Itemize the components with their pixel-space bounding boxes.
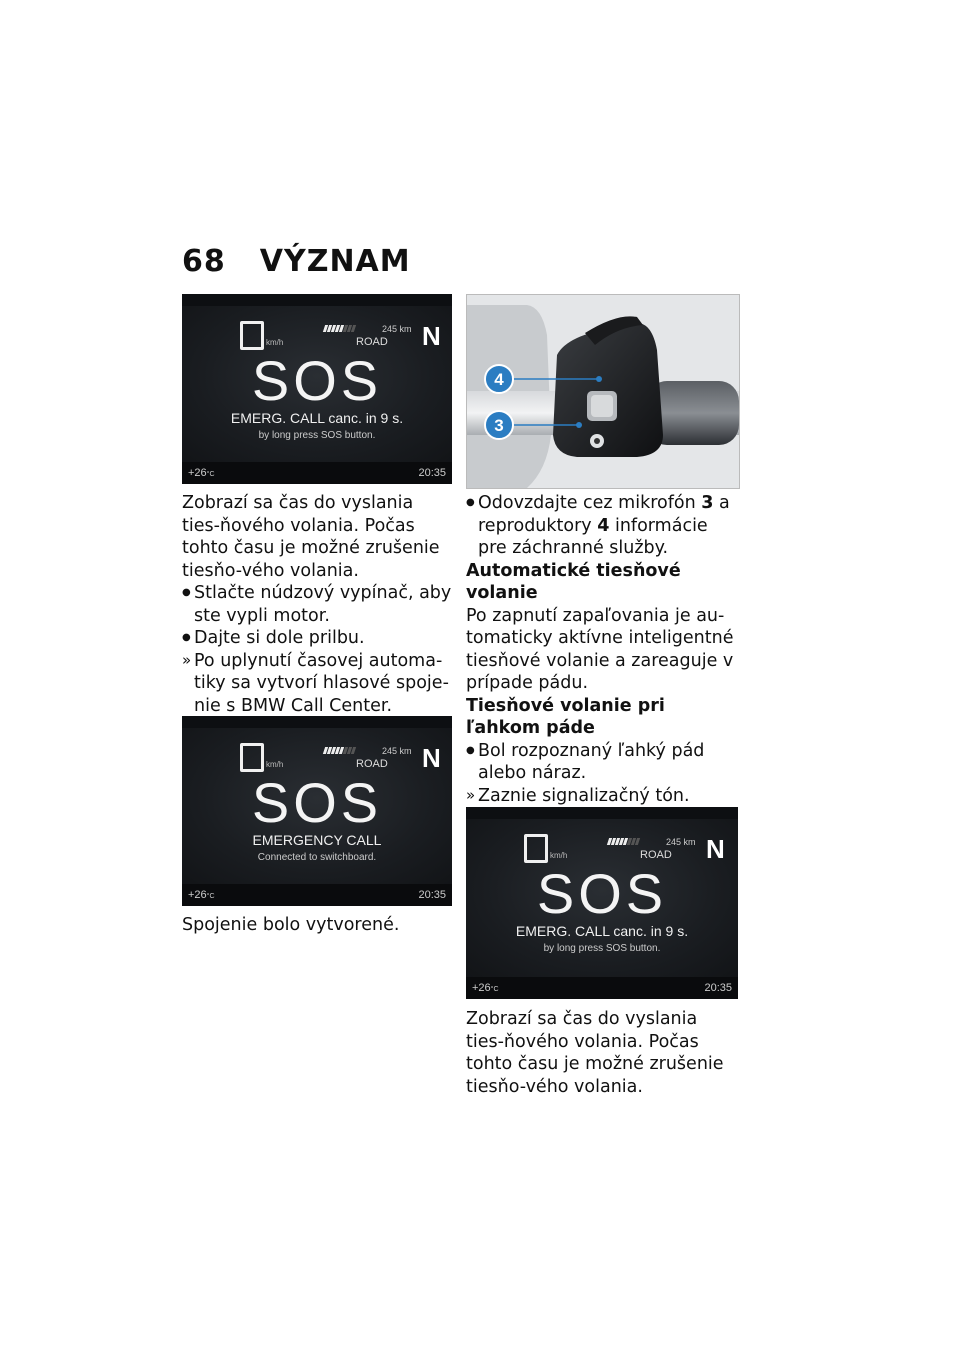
temperature: +26°C: [188, 467, 215, 479]
sos-hint: by long press SOS button.: [543, 943, 661, 954]
sos-hint: by long press SOS button.: [258, 430, 376, 441]
caption: Spojenie bolo vytvorené.: [182, 915, 400, 935]
section-heading: Tiesňové volanie pri ľahkom páde: [466, 695, 665, 738]
bullet-item: ● Dajte si dole prilbu.: [182, 627, 452, 650]
fuel-gauge-icon: [324, 747, 355, 754]
temperature: +26°C: [188, 889, 215, 901]
right-column-text-1: [466, 492, 736, 807]
handlebar-illustration: [467, 295, 739, 488]
sos-title: SOS: [251, 771, 383, 834]
dashboard-screen-countdown-2: [466, 807, 738, 999]
speed-digit-icon: [240, 321, 264, 350]
fuel-gauge-icon: [324, 325, 355, 332]
speed-unit: km/h: [266, 338, 284, 347]
sos-hint: Connected to switchboard.: [257, 852, 377, 863]
paragraph: Po zapnutí zapaľovania je au-tomaticky aktívne inteligentné tiesňové volanie a zareaguje v prípade pádu.: [466, 605, 734, 693]
speed-unit: km/h: [266, 760, 284, 769]
range-value: 245 km: [382, 746, 412, 756]
result-item: » Po uplynutí časovej automa-tiky sa vytvorí hlasové spoje-nie s BMW Call Center.: [182, 650, 452, 718]
bullet-item: ● Odovzdajte cez mikrofón 3 a reproduktory 4 informácie pre záchranné služby.: [466, 492, 736, 560]
clock: 20:35: [704, 982, 732, 994]
paragraph: Zobrazí sa čas do vyslania ties-ňového volania. Počas tohto času je možné zrušenie tiesňo-vého volania.: [182, 493, 440, 581]
speed-digit-icon: [240, 743, 264, 772]
callout-4-label: 4: [494, 370, 504, 389]
ride-mode: ROAD: [356, 758, 388, 770]
sos-title: SOS: [251, 349, 383, 412]
ride-mode: ROAD: [356, 336, 388, 348]
speed-unit: km/h: [550, 851, 568, 860]
callout-3-label: 3: [494, 416, 504, 435]
chapter-title: VÝZNAM: [259, 244, 411, 279]
clock: 20:35: [418, 467, 446, 479]
bullet-item: ● Bol rozpoznaný ľahký pád alebo náraz.: [466, 740, 736, 785]
gear-indicator: N: [706, 834, 725, 864]
sos-message: EMERG. CALL canc. in 9 s.: [230, 410, 404, 426]
temperature: +26°C: [472, 982, 499, 994]
range-value: 245 km: [382, 324, 412, 334]
range-value: 245 km: [666, 837, 696, 847]
sos-message: EMERG. CALL canc. in 9 s.: [515, 923, 689, 939]
section-heading: Automatické tiesňové volanie: [466, 560, 681, 603]
bullet-item: ● Stlačte núdzový vypínač, aby ste vypli motor.: [182, 582, 452, 627]
page-header: [182, 244, 411, 279]
dashboard-screen-countdown: [182, 294, 452, 484]
ride-mode: ROAD: [640, 849, 672, 861]
fuel-gauge-icon: [608, 838, 639, 845]
sos-title: SOS: [536, 862, 668, 925]
result-item: » Zaznie signalizačný tón.: [466, 785, 736, 808]
sos-message: EMERGENCY CALL: [252, 832, 382, 848]
left-column-text-1: [182, 492, 452, 717]
handlebar-switch-photo: [466, 294, 740, 489]
gear-indicator: N: [422, 743, 441, 773]
paragraph: Zobrazí sa čas do vyslania ties-ňového volania. Počas tohto času je možné zrušenie tiesňo-vého volania.: [466, 1009, 724, 1097]
gear-indicator: N: [422, 321, 441, 351]
dashboard-screen-connected: [182, 716, 452, 906]
speed-digit-icon: [524, 834, 548, 863]
right-column-text-2: [466, 1008, 736, 1098]
clock: 20:35: [418, 889, 446, 901]
left-column-text-2: [182, 914, 452, 937]
page-number: 68: [182, 244, 226, 279]
